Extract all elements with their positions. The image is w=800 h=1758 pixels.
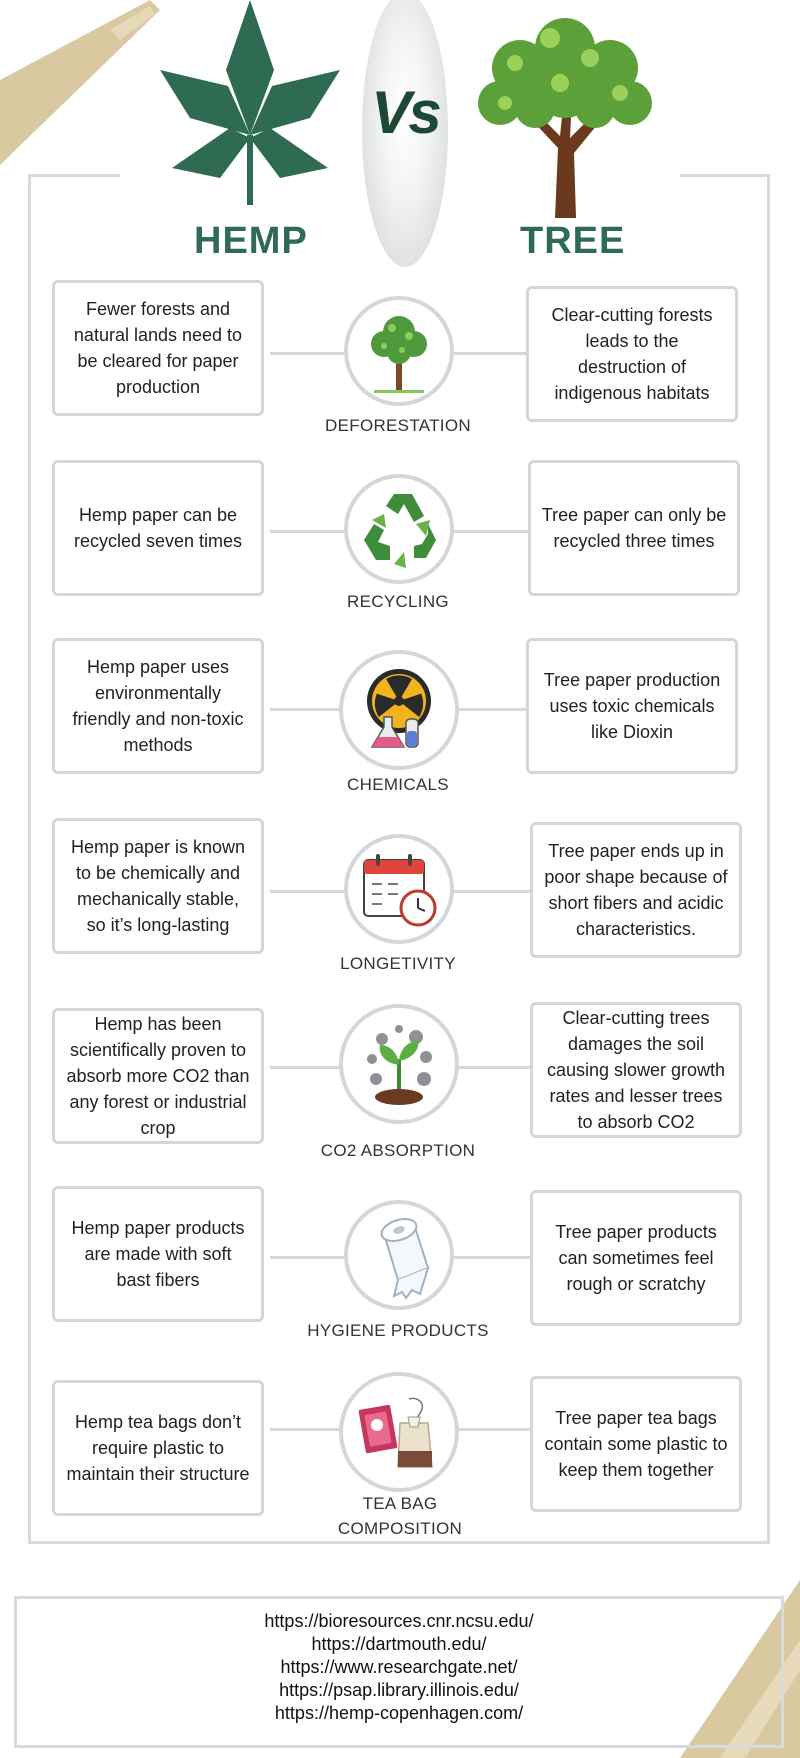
co2-absorption-circle (339, 1004, 459, 1124)
label-deforestation: DEFORESTATION (325, 416, 471, 435)
longetivity-circle (344, 834, 454, 944)
sources-list (14, 1610, 784, 1725)
calendar-clock-icon (354, 844, 444, 934)
label-tea-bag-composition: TEA BAG COMPOSITION (337, 1494, 463, 1538)
hemp-title: HEMP (194, 220, 308, 262)
label-recycling: RECYCLING (347, 592, 449, 611)
hemp-leaf-icon (150, 0, 350, 210)
tree-box-co2-absorption: Clear-cutting trees damages the soil causing slower growth rates and lesser trees to absorb CO2 (530, 1002, 742, 1138)
connector-left (270, 890, 350, 893)
connector-left (270, 1066, 350, 1069)
radiation-flask-icon (354, 665, 444, 755)
connector-right (454, 352, 528, 355)
tree-box-tea-bag-composition: Tree paper tea bags contain some plastic to keep them together (530, 1376, 742, 1512)
vs-text: Vs (371, 79, 439, 146)
connector-right (454, 708, 528, 711)
connector-left (270, 530, 350, 533)
hemp-box-deforestation: Fewer forests and natural lands need to be cleared for paper production (52, 280, 264, 416)
sprout-co2-icon (354, 1019, 444, 1109)
hygiene-products-circle (344, 1200, 454, 1310)
hemp-box-recycling: Hemp paper can be recycled seven times (52, 460, 264, 596)
connector-right (454, 530, 530, 533)
connector-right (454, 1066, 532, 1069)
deforestation-circle (344, 296, 454, 406)
hemp-box-chemicals: Hemp paper uses environmentally friendly and non-toxic methods (52, 638, 264, 774)
connector-right (454, 1256, 532, 1259)
connector-left (270, 1428, 350, 1431)
tree-box-chemicals: Tree paper production uses toxic chemicals like Dioxin (526, 638, 738, 774)
source-link[interactable]: https://hemp-copenhagen.com/ (274, 1703, 524, 1723)
label-hygiene-products: HYGIENE PRODUCTS (307, 1321, 489, 1340)
label-chemicals: CHEMICALS (347, 775, 449, 794)
hemp-box-hygiene-products: Hemp paper products are made with soft bast fibers (52, 1186, 264, 1322)
source-link[interactable]: https://www.researchgate.net/ (280, 1657, 518, 1677)
tree-box-deforestation: Clear-cutting forests leads to the destruction of indigenous habitats (526, 286, 738, 422)
label-co2-absorption: CO2 ABSORPTION (320, 1141, 476, 1160)
source-link[interactable]: https://bioresources.cnr.ncsu.edu/ (264, 1611, 534, 1631)
recycling-circle (344, 474, 454, 584)
tea-bag-icon (354, 1387, 444, 1477)
connector-left (270, 352, 350, 355)
source-link[interactable]: https://psap.library.illinois.edu/ (279, 1680, 519, 1700)
tree-illustration-icon (460, 8, 670, 218)
tree-box-recycling: Tree paper can only be recycled three times (528, 460, 740, 596)
connector-left (270, 1256, 350, 1259)
connector-left (270, 708, 350, 711)
connector-right (454, 1428, 532, 1431)
hemp-box-tea-bag-composition: Hemp tea bags don’t require plastic to maintain their structure (52, 1380, 264, 1516)
tree-box-hygiene-products: Tree paper products can sometimes feel rough or scratchy (530, 1190, 742, 1326)
source-link[interactable]: https://dartmouth.edu/ (311, 1634, 487, 1654)
tree-icon (354, 306, 444, 396)
chemicals-circle (339, 650, 459, 770)
brush-stroke-top-left (0, 0, 160, 170)
tree-title: TREE (520, 220, 626, 262)
recycle-icon (354, 484, 444, 574)
label-longetivity: LONGETIVITY (340, 954, 456, 973)
hemp-box-co2-absorption: Hemp has been scientifically proven to absorb more CO2 than any forest or industrial crop (52, 1008, 264, 1144)
tree-box-longetivity: Tree paper ends up in poor shape because of short fibers and acidic characteristics. (530, 822, 742, 958)
connector-right (454, 890, 532, 893)
hemp-box-longetivity: Hemp paper is known to be chemically and mechanically stable, so it’s long-lasting (52, 818, 264, 954)
tea-bag-composition-circle (339, 1372, 459, 1492)
toilet-paper-icon (354, 1210, 444, 1300)
